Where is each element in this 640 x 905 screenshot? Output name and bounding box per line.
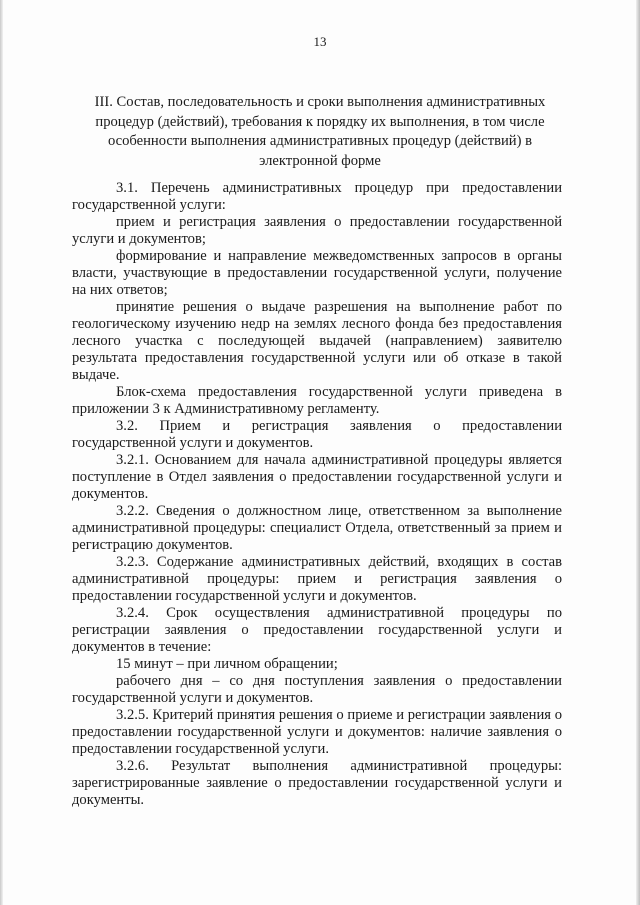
- section-heading: III. Состав, последовательность и сроки выполнения административных процедур (действий), требования к порядку их выполнения, в том числе особенности выполнения административных процедур (действий) в электронной форме: [94, 94, 546, 169]
- paragraph: прием и регистрация заявления о предоставлении государственной услуги и документов;: [72, 214, 562, 247]
- paragraph: 3.2. Прием и регистрация заявления о предоставлении государственной услуги и документов.: [72, 418, 562, 451]
- paragraph: 3.2.2. Сведения о должностном лице, ответственном за выполнение административной процедуры: специалист Отдела, ответственный за прием и регистрацию документов.: [72, 503, 562, 553]
- scan-edge-right: [636, 0, 640, 905]
- paragraph: принятие решения о выдаче разрешения на выполнение работ по геологическому изучению недр на землях лесного фонда без предоставления лесного участка с последующей выдачей (направлением) заявителю результата предоставления государственной услуги или об отказе в такой выдаче.: [72, 299, 562, 383]
- scan-edge-left: [0, 0, 3, 905]
- paragraph: рабочего дня – со дня поступления заявления о предоставлении государственной услуги и документов.: [72, 673, 562, 706]
- paragraph: 3.2.3. Содержание административных действий, входящих в состав административной процедуры: прием и регистрация заявления о предоставлении государственной услуги и документов.: [72, 554, 562, 604]
- paragraph: 3.2.4. Срок осуществления административной процедуры по регистрации заявления о предоставлении государственной услуги и документов в течение:: [72, 605, 562, 655]
- page-number: 13: [313, 34, 327, 49]
- paragraph: формирование и направление межведомственных запросов в органы власти, участвующие в предоставлении государственной услуги, получение на них ответов;: [72, 248, 562, 298]
- paragraph: 3.2.1. Основанием для начала административной процедуры является поступление в Отдел заявления о предоставлении государственной услуги и документов.: [72, 452, 562, 502]
- paragraph: 3.1. Перечень административных процедур при предоставлении государственной услуги:: [72, 180, 562, 213]
- paragraph: Блок-схема предоставления государственной услуги приведена в приложении 3 к Административному регламенту.: [72, 384, 562, 417]
- paragraph: 3.2.5. Критерий принятия решения о приеме и регистрации заявления о предоставлении государственной услуги и документов: наличие заявления о предоставлении государственной услуги.: [72, 707, 562, 757]
- body-text: [72, 180, 562, 809]
- paragraph: 15 минут – при личном обращении;: [116, 656, 338, 672]
- paragraph: 3.2.6. Результат выполнения административной процедуры: зарегистрированные заявление о предоставлении государственной услуги и документы.: [72, 758, 562, 808]
